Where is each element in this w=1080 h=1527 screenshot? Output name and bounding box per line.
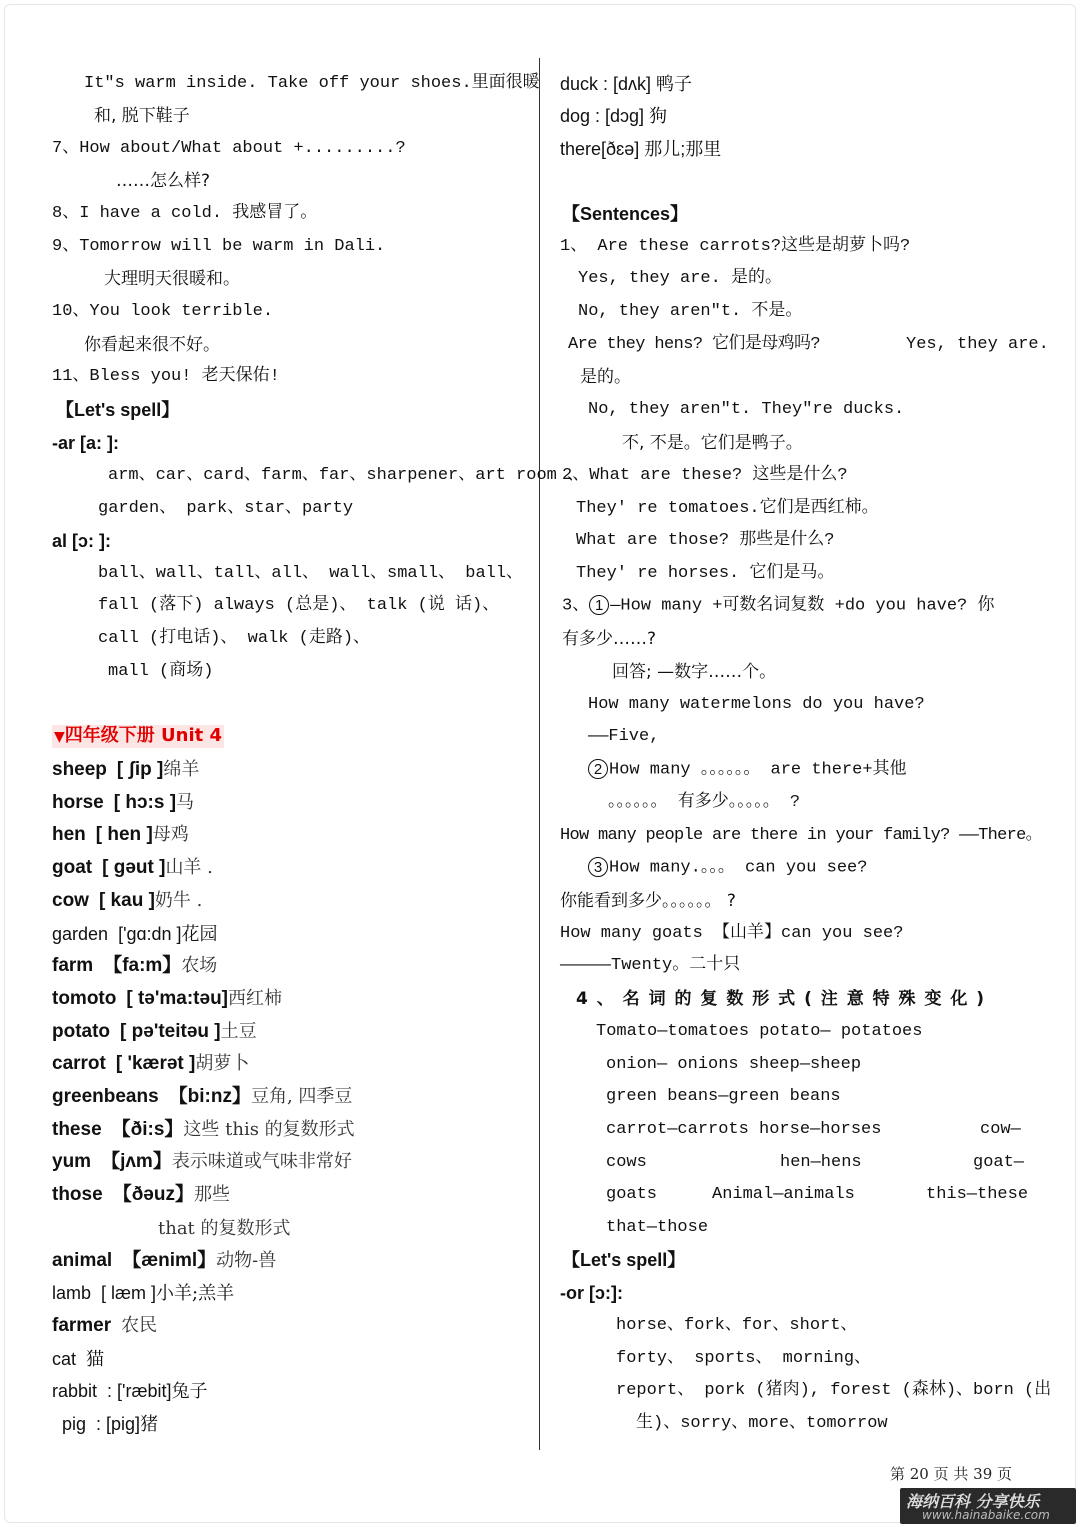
vocab-meaning: 这些 this 的复数形式 [183,1119,355,1140]
spell-words: horse、fork、for、short、 [616,1316,858,1335]
spell-words: call (打电话)、 walk (走路)、 [98,629,371,648]
sentence-line: 你看起来很不好。 [84,335,220,355]
al-heading: al [ɔ: ]: [52,531,112,551]
vocab-word: garden [52,924,109,944]
sentence-line: 10、You look terrible. [52,302,274,321]
plural-line: onion— onions sheep—sheep [606,1055,862,1074]
sentence-line: What are those? 那些是什么? [576,531,835,550]
spell-words: forty、 sports、 morning、 [616,1349,872,1368]
spell-words: 生)、sorry、more、tomorrow [636,1414,888,1433]
plural-line: hen—hens [780,1153,862,1172]
sentence-line: 不, 不是。它们是鸭子。 [622,433,803,453]
vocab-item [52,988,282,1012]
vocab-meaning: 西红柿 [228,988,283,1009]
vocab-word: horse [52,792,104,813]
vocab-meaning: 土豆 [220,1021,257,1042]
sentence-line: 4 、 名 词 的 复 数 形 式 ( 注 意 特 殊 变 化 ) [576,989,986,1009]
lets-spell-heading: 【Let's spell】 [562,1250,686,1270]
sentence-line [588,759,907,781]
plural-line: this—these [926,1185,1029,1204]
sentence-line: Are they hens? 它们是母鸡吗? [568,335,821,354]
vocab-meaning: 绵羊 [163,759,200,780]
sentence-line: 11、Bless you! 老天保佑! [52,367,280,386]
vocab-word: farmer [52,1315,112,1336]
spell-words: ball、wall、tall、all、 wall、small、 ball、 [98,564,524,583]
sentence-line: —————Twenty。二十只 [560,956,741,975]
vocab-item [52,890,202,914]
plural-line: goats [606,1185,658,1204]
vocab-item [52,1315,157,1339]
vocab-item [52,792,194,816]
vocab-word: tomoto [52,988,117,1009]
vocab-phonetic: 【æniml】 [122,1250,217,1271]
vocab-meaning: 山羊 . [165,857,213,878]
vocab-phonetic: 【ði:s】 [111,1119,184,1140]
vocab-word: sheep [52,759,107,780]
circled-number: 1 [589,595,609,615]
vocab-word: potato [52,1021,111,1042]
vocab-phonetic: : [pig] [96,1414,141,1434]
vocab-phonetic: [ pə'teitəu ] [120,1021,221,1042]
spell-words: report、 pork (猪肉), forest (森林)、born (出 [616,1381,1052,1400]
vocab-item [52,923,218,948]
sentences-heading: 【Sentences】 [562,204,689,224]
vocab-word: lamb [52,1283,92,1303]
plural-line: cows [606,1153,647,1172]
vocab-phonetic: [ hen ] [95,824,153,845]
plural-line: goat— [973,1153,1025,1172]
vocab-item: there[ðɛə] 那儿;那里 [560,139,722,159]
plural-line: that—those [606,1218,709,1237]
vocab-word: animal [52,1250,113,1271]
circled-number: 2 [588,759,608,779]
vocab-item [52,824,189,848]
vocab-item [52,1021,257,1045]
vocab-word: cow [52,890,89,911]
lets-spell-heading: 【Let's spell】 [56,400,180,420]
vocab-phonetic: [ hɔ:s ] [113,792,177,813]
sentence-line: 8、I have a cold. 我感冒了。 [52,204,318,223]
vocab-item: dog : [dɔg] 狗 [560,106,668,126]
vocab-phonetic: [ 'kærət ] [115,1053,196,1074]
sentence-line: ——Five, [588,727,660,746]
vocab-word: rabbit [52,1381,98,1401]
circled-number: 3 [588,857,608,877]
vocab-meaning: 农场 [181,955,218,976]
sentence-line: 回答; —数字……个。 [612,662,777,682]
or-heading: -or [ɔ:]: [560,1283,623,1303]
watermark-text: 海纳百科 分享快乐 [906,1492,1040,1511]
vocab-meaning: 胡萝卜 [195,1053,250,1074]
sentence-line [562,595,994,617]
plural-line: green beans—green beans [606,1087,841,1106]
vocab-word: those [52,1184,103,1205]
unit-title: 四年级下册 Unit 4 [64,725,223,746]
sentence-line: How many people are there in your family? ——There。 [560,826,1042,845]
sentence-line: How many goats 【山羊】can you see? [560,924,904,943]
column-divider [539,58,540,1450]
plural-line: Animal—animals [712,1185,855,1204]
sentence-line: 。。。。。。 有多少。。。。。 ? [608,793,801,812]
vocab-phonetic: ['ɡɑ:dn ] [118,924,182,944]
sentence-line: ……怎么样? [116,171,211,191]
watermark-url: www.hainabaike.com [922,1508,1050,1522]
vocab-phonetic: 【jʌm】 [101,1151,172,1172]
vocab-word: goat [52,857,93,878]
sentence-line: 1、 Are these carrots?这些是胡萝卜吗? [560,237,911,256]
vocab-meaning: 那些 [193,1184,230,1205]
vocab-item [52,857,213,881]
sentence-text: How many.。。。 can you see? [609,858,868,878]
vocab-meaning: 花园 [181,924,218,945]
vocab-word: carrot [52,1053,106,1074]
vocab-meaning: 奶牛 . [154,890,203,911]
vocab-meaning: 兔子 [171,1381,208,1402]
spell-words: fall (落下) always (总是)、 talk (说 话)、 [98,596,500,615]
vocab-phonetic: [ ɡəut ] [102,857,166,878]
ar-heading: -ar [a: ]: [52,433,119,453]
sentence-line [588,857,867,879]
vocab-word: these [52,1119,102,1140]
page-footer: 第 20 页 共 39 页 [890,1465,1013,1483]
vocab-word: greenbeans [52,1086,159,1107]
vocab-phonetic: 【bi:nz】 [168,1086,251,1107]
vocab-item [52,1151,352,1175]
vocab-word: farm [52,955,94,976]
spell-words: garden、 park、star、party [98,499,354,518]
vocab-word: hen [52,824,86,845]
sentence-line: No, they aren"t. They"re ducks. [588,400,905,419]
vocab-phonetic: 【fa:m】 [103,955,182,976]
sentence-line: 有多少……? [562,629,657,649]
vocab-item [52,1250,276,1274]
vocab-item [52,955,217,979]
vocab-meaning: 猪 [140,1414,159,1435]
vocab-phonetic: 【ðəuz】 [112,1184,194,1205]
sentence-text: How many 。。。。。。 are there+其他 [609,760,907,780]
vocab-item [148,1217,291,1242]
vocab-item [52,1184,230,1208]
vocab-item: duck : [dʌk] 鸭子 [560,74,693,94]
sentence-line: 和, 脱下鞋子 [94,106,190,126]
unit-heading [52,725,224,748]
vocab-meaning: 表示味道或气味非常好 [171,1151,352,1172]
sentence-line: It"s warm inside. Take off your shoes.里面很暖 [84,74,540,93]
sentence-line: 大理明天很暖和。 [104,269,240,289]
vocab-item [52,1053,249,1077]
vocab-item [52,1086,352,1110]
vocab-meaning: 农民 [121,1315,158,1336]
sentence-line: 2、What are these? 这些是什么? [562,466,848,485]
sentence-line: They' re tomatoes.它们是西红柿。 [576,499,879,518]
vocab-item [52,1380,207,1405]
sentence-line: 7、How about/What about +.........? [52,139,406,158]
vocab-phonetic: [ læm ] [101,1283,157,1303]
vocab-meaning: 马 [176,792,195,813]
vocab-phonetic: : ['ræbit] [107,1381,172,1401]
vocab-phonetic: [ kau ] [98,890,155,911]
watermark-logo [900,1488,1076,1524]
plural-line: carrot—carrots horse—horses [606,1120,882,1139]
vocab-word: cat [52,1349,77,1369]
sentence-line: Yes, they are. [906,335,1049,354]
sentence-line: 是的。 [580,367,631,387]
vocab-item [52,1119,355,1143]
vocab-word: yum [52,1151,92,1172]
spell-words: arm、car、card、farm、far、sharpener、art room 、 [108,466,585,485]
triangle-icon: ▼ [54,729,65,745]
sentence-line: Yes, they are. 是的。 [578,269,783,288]
vocab-item [52,1282,234,1307]
vocab-meaning: 豆角, 四季豆 [250,1086,353,1107]
vocab-meaning: 动物-兽 [216,1250,277,1271]
vocab-item [52,1348,104,1373]
vocab-word: pig [62,1414,87,1434]
vocab-phonetic: [ ʃip ] [116,759,164,780]
vocab-meaning: 小羊;羔羊 [156,1283,235,1304]
sentence-line: How many watermelons do you have? [588,695,925,714]
vocab-meaning: that 的复数形式 [158,1218,291,1239]
sentence-line: 你能看到多少。。。。。。 ? [560,891,736,911]
spell-words: mall (商场) [108,662,214,681]
plural-line: cow— [980,1120,1021,1139]
sentence-line: No, they aren"t. 不是。 [578,302,803,321]
plural-line: Tomato—tomatoes potato— potatoes [596,1022,923,1041]
sentence-line: 9、Tomorrow will be warm in Dali. [52,237,386,256]
vocab-meaning: 母鸡 [152,824,189,845]
vocab-item [62,1413,158,1438]
vocab-meaning: 猫 [86,1349,105,1370]
vocab-phonetic: [ tə'ma:təu] [126,988,229,1009]
sentence-text: —How many +可数名词复数 +do you have? 你 [610,596,995,616]
sentence-line: They' re horses. 它们是马。 [576,564,835,583]
item-number: 3、 [562,596,590,616]
vocab-item [52,759,199,783]
